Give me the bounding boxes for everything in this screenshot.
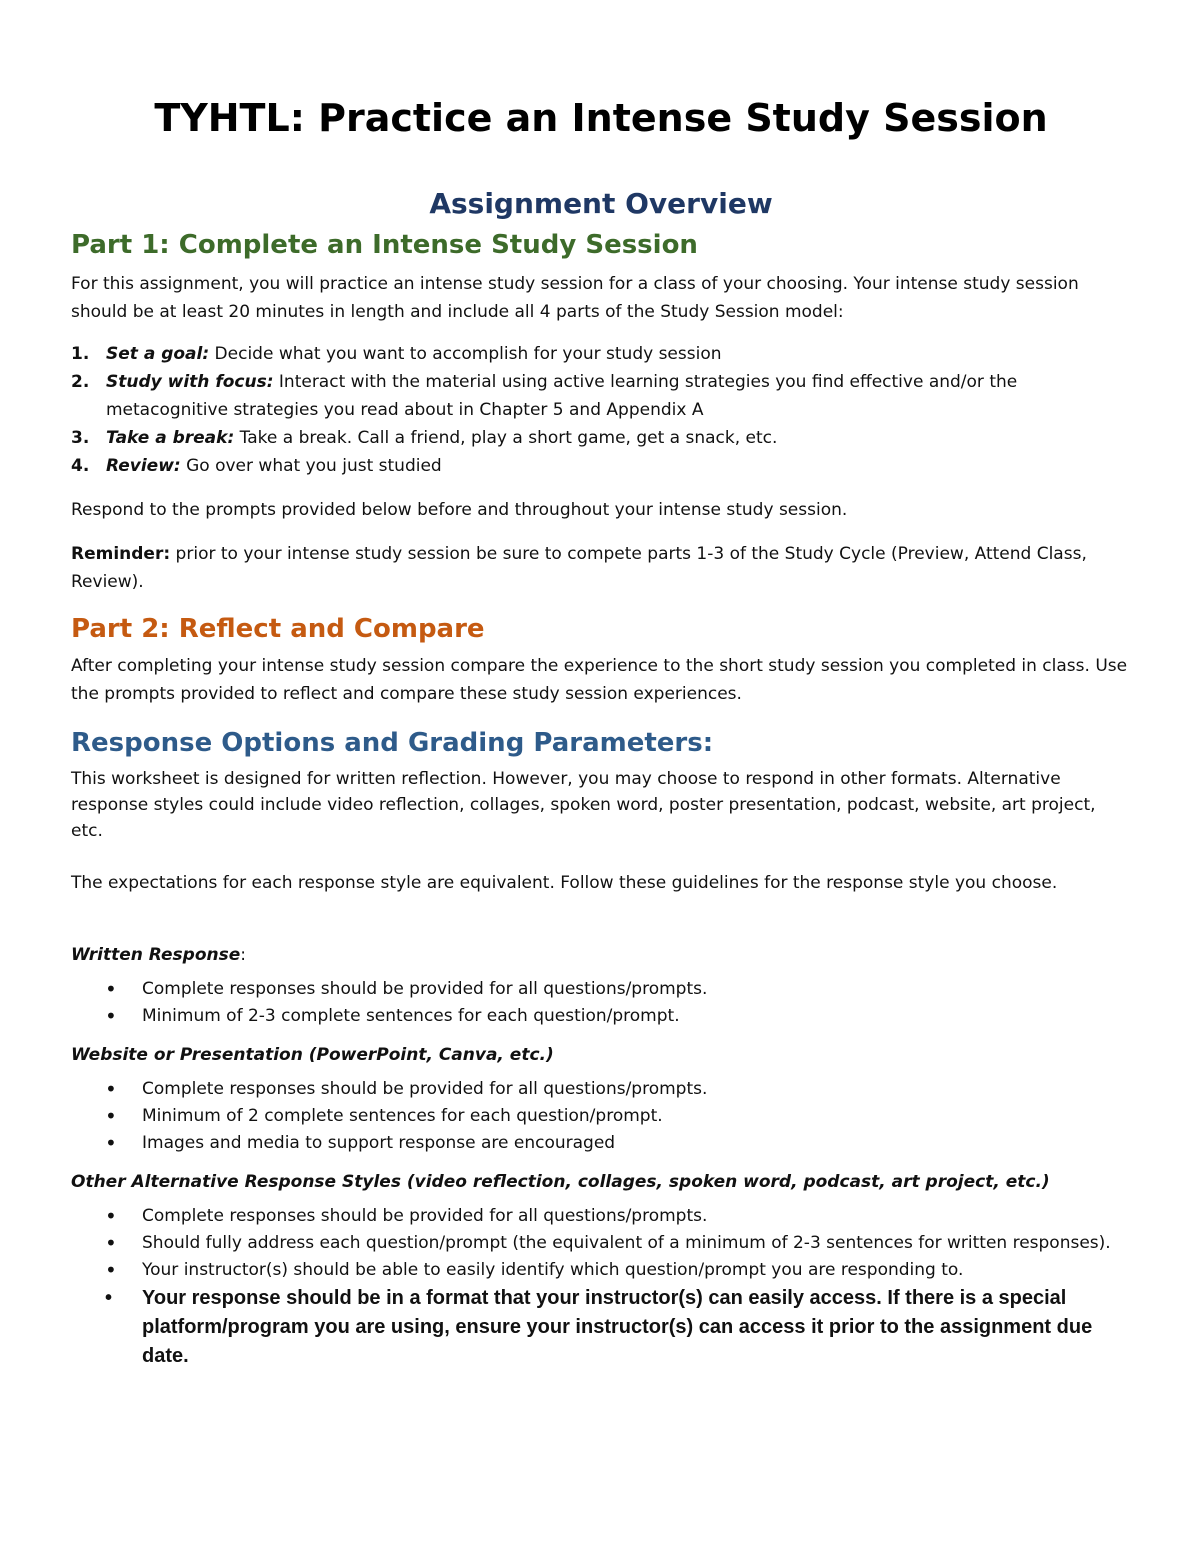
bullet-icon: • bbox=[105, 1104, 117, 1128]
step-item bbox=[71, 452, 1131, 480]
bullet-icon: • bbox=[105, 1258, 117, 1282]
step-label: Set a goal: bbox=[106, 344, 210, 364]
list-item: • Complete responses should be provided for all questions/prompts. bbox=[105, 1204, 708, 1228]
step-label: Study with focus: bbox=[106, 372, 274, 392]
step-item bbox=[71, 424, 1131, 452]
bullet-icon: • bbox=[105, 1204, 117, 1228]
list-item: • Minimum of 2 complete sentences for each question/prompt. bbox=[105, 1104, 663, 1128]
step-number: 1. bbox=[71, 344, 90, 364]
list-item: • Images and media to support response are encouraged bbox=[105, 1131, 616, 1155]
step-text: Interact with the material using active learning strategies you find effective and/or the metacognitive strategies you read about in Chapter 5 and Appendix A bbox=[106, 372, 1018, 420]
step-number: 3. bbox=[71, 428, 90, 448]
list-item: • Complete responses should be provided for all questions/prompts. bbox=[105, 977, 708, 1001]
respond-instructions: Respond to the prompts provided below before and throughout your intense study session. bbox=[71, 500, 848, 520]
bullet-icon: • bbox=[105, 1231, 117, 1255]
step-label: Take a break: bbox=[106, 428, 235, 448]
overview-heading: Assignment Overview bbox=[429, 187, 773, 220]
part2-heading: Part 2: Reflect and Compare bbox=[71, 614, 485, 644]
study-session-steps bbox=[71, 340, 1131, 480]
step-text: Take a break. Call a friend, play a short game, get a snack, etc. bbox=[234, 428, 778, 448]
step-text: Go over what you just studied bbox=[180, 456, 442, 476]
list-item: • Minimum of 2-3 complete sentences for each question/prompt. bbox=[105, 1004, 680, 1028]
step-number: 4. bbox=[71, 456, 90, 476]
list-item: • Should fully address each question/prompt (the equivalent of a minimum of 2-3 sentences for written responses). bbox=[105, 1231, 1111, 1255]
bullet-icon: • bbox=[105, 1131, 117, 1155]
bullet-icon: • bbox=[105, 1077, 117, 1101]
step-item bbox=[71, 368, 1131, 424]
step-item bbox=[71, 340, 1131, 368]
document-content bbox=[71, 92, 1131, 1371]
step-number: 2. bbox=[71, 372, 90, 392]
list-item: • Your response should be in a format that your instructor(s) can easily access. If there is a special platform/program you are using, ensure your instructor(s) can access it prior to the assignment due date. bbox=[71, 1284, 1131, 1371]
response-heading: Response Options and Grading Parameters: bbox=[71, 728, 714, 758]
website-presentation-heading: Website or Presentation (PowerPoint, Canva, etc.) bbox=[71, 1045, 554, 1065]
step-text: Decide what you want to accomplish for your study session bbox=[209, 344, 722, 364]
reminder-paragraph bbox=[71, 540, 1131, 596]
bullet-icon: • bbox=[105, 977, 117, 1001]
document-title: TYHTL: Practice an Intense Study Session bbox=[154, 96, 1048, 140]
bullet-icon: • bbox=[105, 1004, 117, 1028]
reminder-label: Reminder: bbox=[71, 544, 171, 564]
written-response-heading: Written Response: bbox=[71, 945, 246, 965]
response-expectations: The expectations for each response style are equivalent. Follow these guidelines for the response style you choose. bbox=[71, 873, 1058, 893]
part1-intro: For this assignment, you will practice an intense study session for a class of your choosing. Your intense study session should be at least 20 minutes in length and include all 4 parts of the Study Session model: bbox=[71, 274, 1079, 322]
other-response-heading: Other Alternative Response Styles (video reflection, collages, spoken word, podcast, art project, etc.) bbox=[71, 1172, 1050, 1192]
response-intro: This worksheet is designed for written reflection. However, you may choose to respond in other formats. Alternative response styles could include video reflection, collages, spoken word, poster presentation, podcast, website, art project, etc. bbox=[71, 769, 1096, 841]
website-presentation-list bbox=[71, 1076, 1131, 1157]
bullet-icon: • bbox=[105, 1287, 113, 1309]
reminder-text: prior to your intense study session be sure to compete parts 1-3 of the Study Cycle (Preview, Attend Class, Review). bbox=[71, 544, 1087, 592]
step-label: Review: bbox=[106, 456, 181, 476]
response-intro-block bbox=[71, 766, 1131, 896]
part2-text: After completing your intense study session compare the experience to the short study session you completed in class. Use the prompts provided to reflect and compare these study session experiences. bbox=[71, 656, 1128, 704]
part1-heading: Part 1: Complete an Intense Study Session bbox=[71, 230, 698, 260]
other-response-list bbox=[71, 1203, 1131, 1371]
written-response-list bbox=[71, 976, 1131, 1030]
list-item: • Your instructor(s) should be able to easily identify which question/prompt you are responding to. bbox=[105, 1258, 964, 1282]
list-item: • Complete responses should be provided for all questions/prompts. bbox=[105, 1077, 708, 1101]
